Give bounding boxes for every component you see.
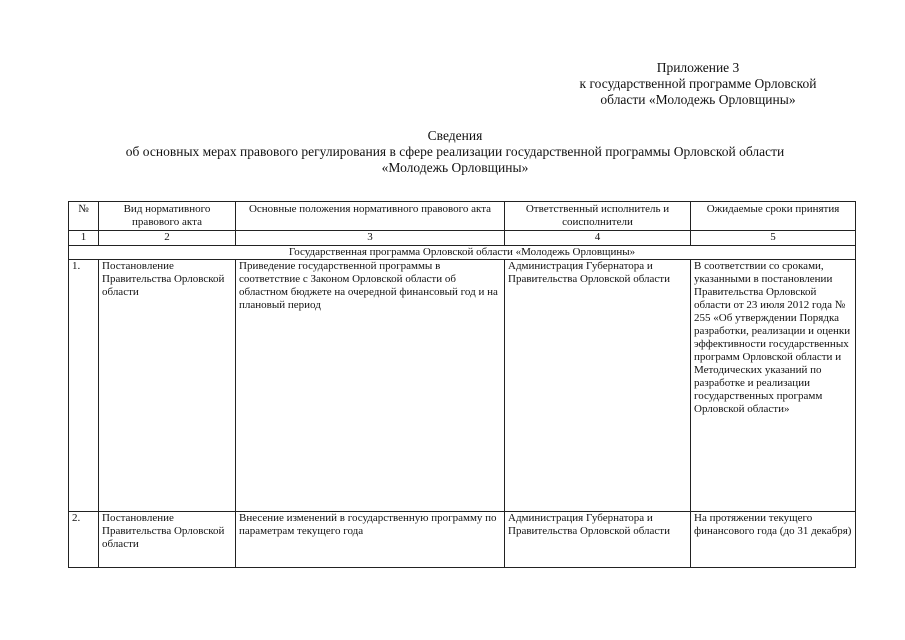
row-terms: На протяжении текущего финансового года (до 31 декабря) bbox=[691, 512, 856, 568]
table-row bbox=[69, 512, 856, 568]
appendix-header bbox=[548, 60, 848, 108]
row-provisions: Внесение изменений в государственную программу по параметрам текущего года bbox=[236, 512, 505, 568]
regulation-measures-table bbox=[68, 201, 856, 568]
program-title-cell: Государственная программа Орловской области «Молодежь Орловщины» bbox=[69, 246, 856, 260]
row-number: 2. bbox=[69, 512, 99, 568]
heading-title: Сведения bbox=[427, 128, 483, 143]
column-number: 3 bbox=[236, 231, 505, 246]
column-number: 1 bbox=[69, 231, 99, 246]
document-heading bbox=[40, 128, 870, 176]
heading-program-name: «Молодежь Орловщины» bbox=[381, 160, 529, 175]
appendix-subtitle-line2: области «Молодежь Орловщины» bbox=[600, 92, 796, 107]
header-terms: Ожидаемые сроки принятия bbox=[691, 202, 856, 231]
row-provisions: Приведение государственной программы в соответствие с Законом Орловской области об областном бюджете на очередной финансовый год и на плановый период bbox=[236, 260, 505, 512]
appendix-title: Приложение 3 bbox=[656, 60, 740, 75]
row-act-type: Постановление Правительства Орловской области bbox=[99, 260, 236, 512]
column-number: 4 bbox=[505, 231, 691, 246]
column-number: 2 bbox=[99, 231, 236, 246]
heading-subtitle: об основных мерах правового регулирования в сфере реализации государственной программы Орловской области bbox=[125, 144, 785, 159]
row-executor: Администрация Губернатора и Правительства Орловской области bbox=[505, 512, 691, 568]
table-header-row bbox=[69, 202, 856, 231]
header-act-type: Вид нормативного правового акта bbox=[99, 202, 236, 231]
program-row bbox=[69, 246, 856, 260]
column-number-row bbox=[69, 231, 856, 246]
table-row bbox=[69, 260, 856, 512]
header-executor: Ответственный исполнитель и соисполнители bbox=[505, 202, 691, 231]
row-act-type: Постановление Правительства Орловской области bbox=[99, 512, 236, 568]
header-provisions: Основные положения нормативного правового акта bbox=[236, 202, 505, 231]
appendix-subtitle-line1: к государственной программе Орловской bbox=[579, 76, 817, 91]
row-terms: В соответствии со сроками, указанными в постановлении Правительства Орловской области от 23 июля 2012 года № 255 «Об утверждении Порядка разработки, реализации и оценки эффективности государственных программ Орловской области и Методических указаний по разработке и реализации государственных программ Орловской области» bbox=[691, 260, 856, 512]
header-number: № bbox=[69, 202, 99, 231]
row-number: 1. bbox=[69, 260, 99, 512]
column-number: 5 bbox=[691, 231, 856, 246]
row-executor: Администрация Губернатора и Правительства Орловской области bbox=[505, 260, 691, 512]
